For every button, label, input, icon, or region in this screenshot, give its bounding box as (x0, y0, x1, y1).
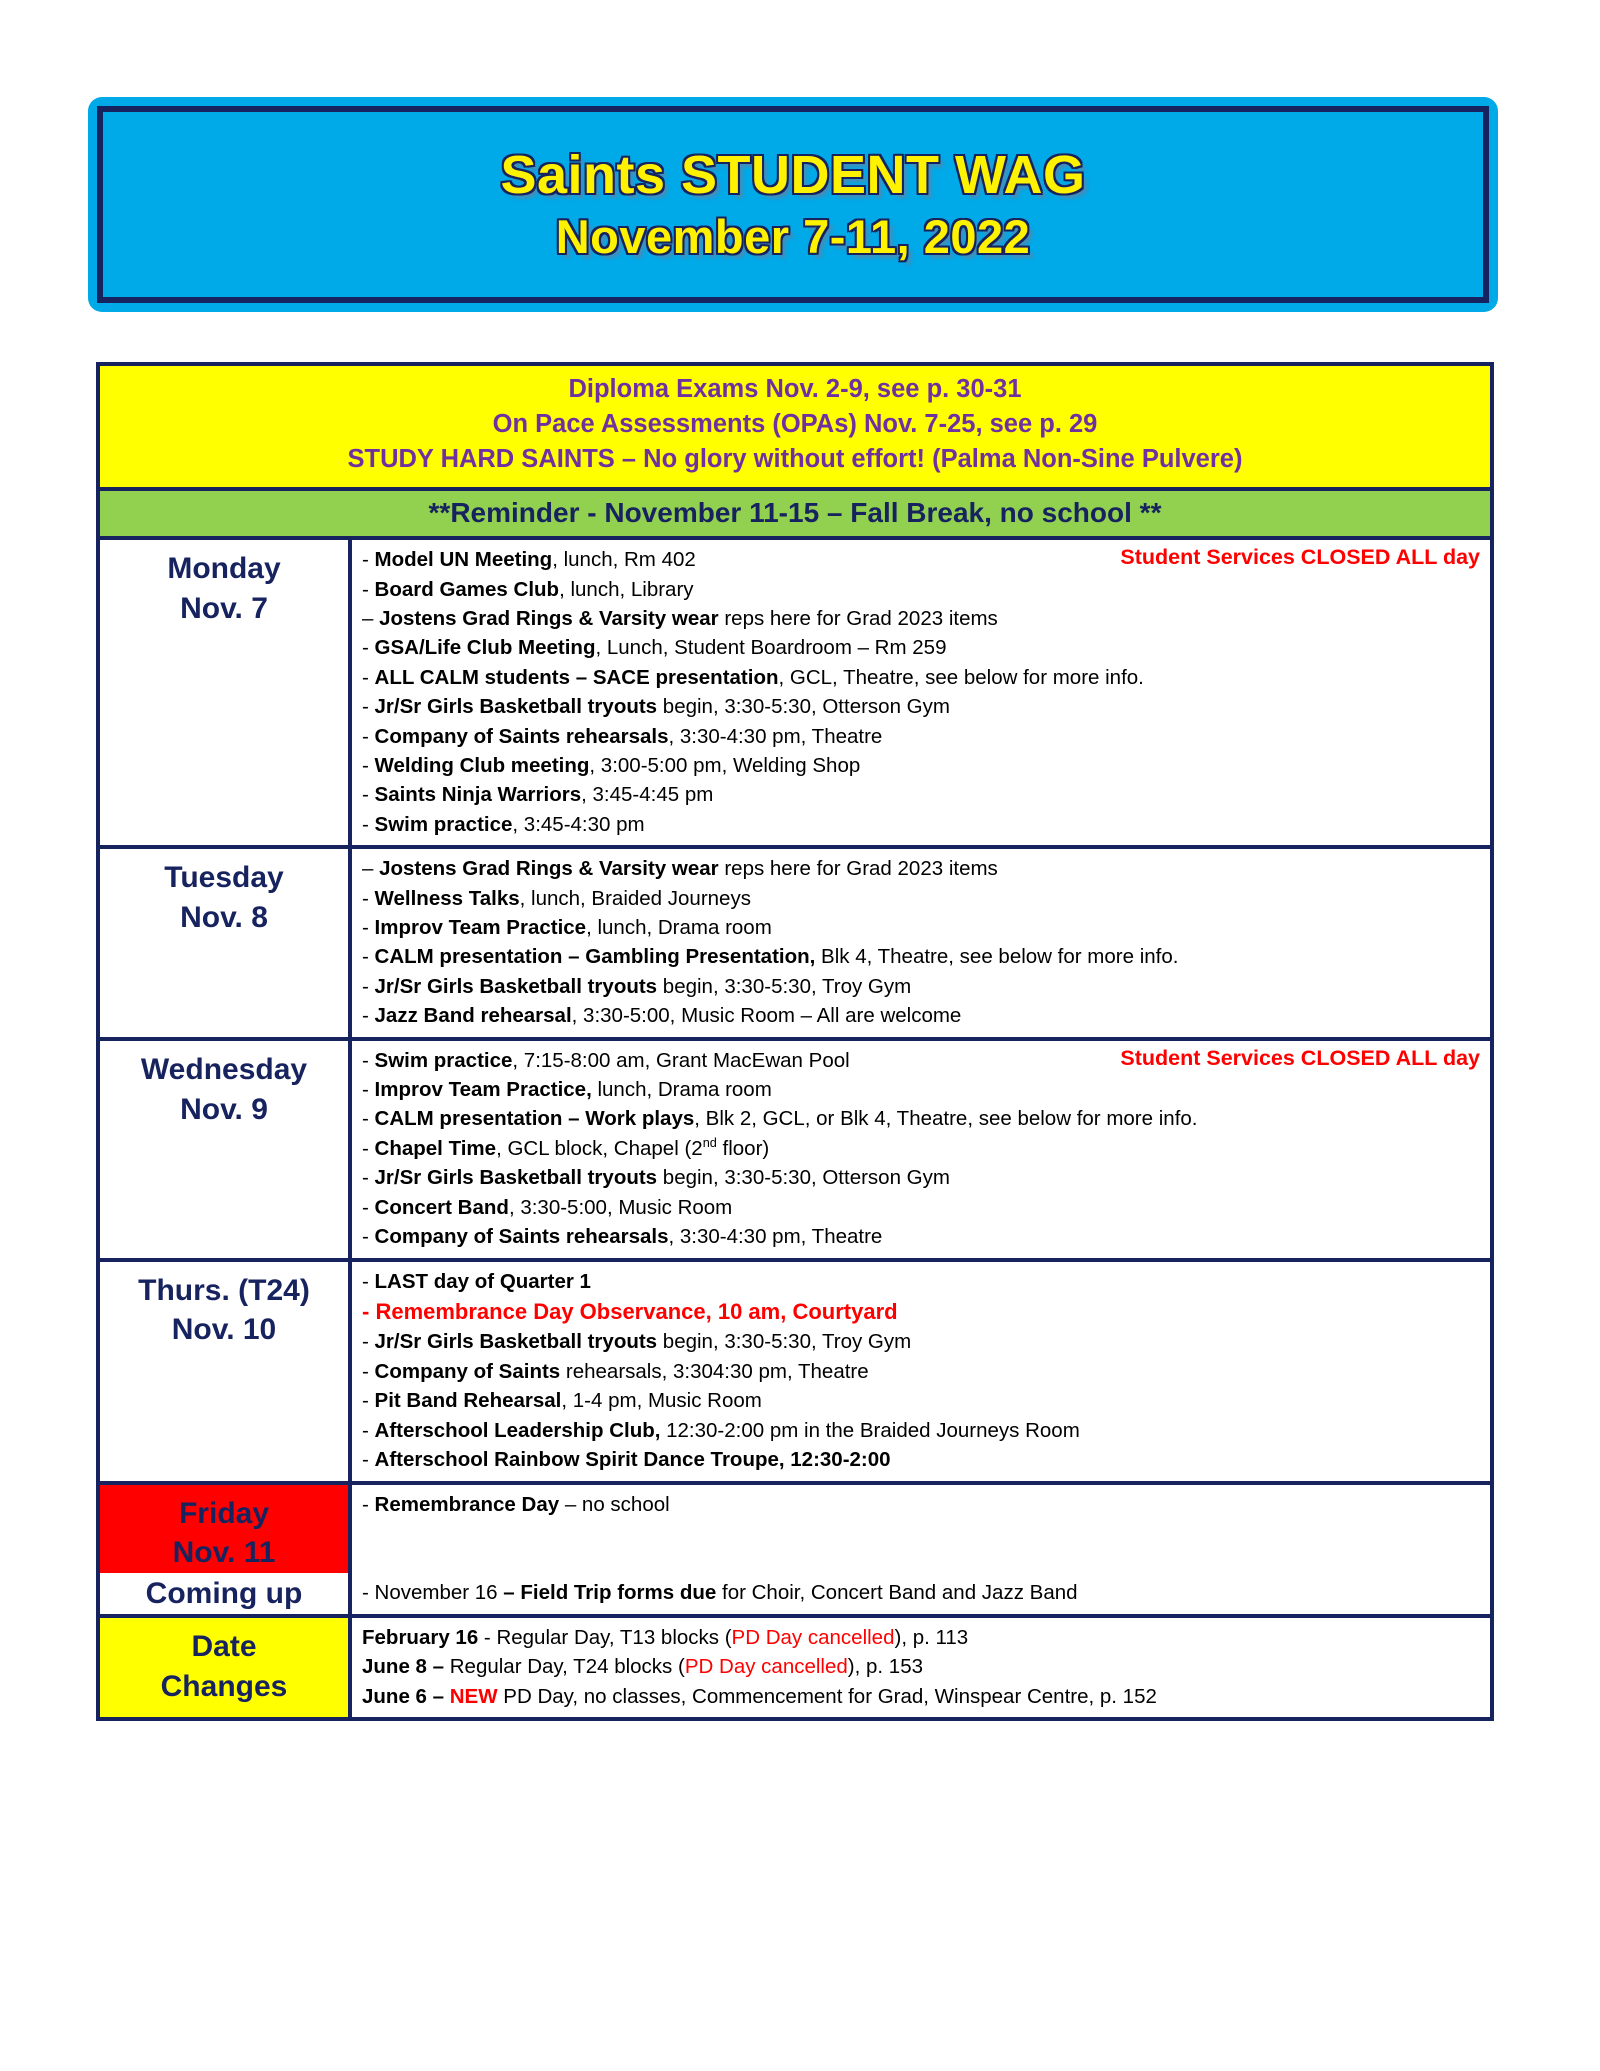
event-item: - Concert Band, 3:30-5:00, Music Room (362, 1195, 733, 1219)
date-changes-label-line1: Date (191, 1630, 257, 1664)
day-events (352, 540, 1490, 845)
event-item: - CALM presentation – Work plays, Blk 2, GCL, or Blk 4, Theatre, see below for more info. (362, 1107, 1198, 1131)
event-item: - Company of Saints rehearsals, 3:30-4:30 pm, Theatre (362, 1225, 883, 1249)
event-item: - Wellness Talks, lunch, Braided Journeys (362, 886, 751, 910)
event-item: - Welding Club meeting, 3:00-5:00 pm, Welding Shop (362, 754, 861, 777)
day-label-monday (100, 540, 352, 845)
event-item: - Pit Band Rehearsal, 1-4 pm, Music Room (362, 1389, 762, 1413)
event-item: - Company of Saints rehearsals, 3:30-4:30 pm, Theatre (362, 724, 883, 748)
day-row (100, 540, 1490, 849)
event-item: - Improv Team Practice, lunch, Drama room (362, 1078, 772, 1102)
day-events (352, 1041, 1490, 1258)
day-label-thurs-t24 (100, 1262, 352, 1481)
date-changes-row (100, 1618, 1490, 1717)
day-row (100, 849, 1490, 1040)
coming-up-events (352, 1573, 1490, 1613)
event-item: - ALL CALM students – SACE presentation, GCL, Theatre, see below for more info. (362, 665, 1144, 689)
day-name: Thurs. (T24) (138, 1273, 310, 1307)
event-item: – Jostens Grad Rings & Varsity wear reps here for Grad 2023 items (362, 606, 998, 630)
reminder-banner: **Reminder - November 11-15 – Fall Break, no school ** (100, 491, 1490, 541)
coming-up-row (100, 1573, 1490, 1617)
day-label-friday (100, 1485, 352, 1574)
day-date: Nov. 10 (171, 1313, 277, 1347)
page-title: Saints STUDENT WAG (500, 144, 1086, 205)
day-date: Nov. 7 (180, 592, 268, 626)
day-name: Friday (178, 1496, 270, 1530)
event-item: - Jr/Sr Girls Basketball tryouts begin, 3:30-5:30, Troy Gym (362, 974, 912, 998)
day-rows-container (100, 540, 1490, 1573)
event-item: - Swim practice, 7:15-8:00 am, Grant MacEwan Pool (362, 1048, 850, 1072)
day-name: Monday (167, 552, 281, 586)
event-item: - Remembrance Day Observance, 10 am, Courtyard (362, 1298, 898, 1324)
day-date: Nov. 11 (172, 1536, 276, 1570)
notice-banner (100, 366, 1490, 491)
title-banner-inner (97, 106, 1489, 303)
event-item: - Jr/Sr Girls Basketball tryouts begin, 3:30-5:30, Troy Gym (362, 1330, 912, 1354)
event-item: - Jr/Sr Girls Basketball tryouts begin, 3:30-5:30, Otterson Gym (362, 695, 950, 719)
date-change-item: June 8 – Regular Day, T24 blocks (PD Day cancelled), p. 153 (362, 1655, 924, 1679)
event-item: - Company of Saints rehearsals, 3:304:30 pm, Theatre (362, 1359, 869, 1383)
date-changes-label-line2: Changes (160, 1670, 288, 1704)
event-item: - Model UN Meeting, lunch, Rm 402 (362, 548, 696, 572)
event-item: - Chapel Time, GCL block, Chapel (2nd floor) (362, 1135, 770, 1160)
coming-up-item: - November 16 – Field Trip forms due for Choir, Concert Band and Jazz Band (362, 1581, 1078, 1605)
event-item: - Jr/Sr Girls Basketball tryouts begin, 3:30-5:30, Otterson Gym (362, 1166, 950, 1190)
event-item: - Afterschool Rainbow Spirit Dance Troupe, 12:30-2:00 (362, 1448, 891, 1472)
date-change-highlight: PD Day cancelled (731, 1625, 895, 1649)
event-item: - Improv Team Practice, lunch, Drama room (362, 916, 772, 940)
event-item: - Jazz Band rehearsal, 3:30-5:00, Music Room – All are welcome (362, 1004, 962, 1028)
date-change-item: June 6 – NEW PD Day, no classes, Commencement for Grad, Winspear Centre, p. 152 (362, 1684, 1157, 1708)
day-row (100, 1262, 1490, 1485)
day-events (352, 1485, 1490, 1574)
day-name: Tuesday (164, 861, 284, 895)
date-change-item: February 16 - Regular Day, T13 blocks (PD Day cancelled), p. 113 (362, 1625, 969, 1649)
student-services-closed-note: Student Services CLOSED ALL day (1120, 1045, 1480, 1070)
day-name: Wednesday (140, 1052, 308, 1086)
day-events (352, 849, 1490, 1036)
schedule-table (96, 362, 1494, 1721)
notice-line-1: Diploma Exams Nov. 2-9, see p. 30-31 (568, 375, 1022, 403)
day-label-wednesday (100, 1041, 352, 1258)
event-item: – Jostens Grad Rings & Varsity wear reps here for Grad 2023 items (362, 857, 998, 881)
day-events (352, 1262, 1490, 1481)
date-changes-label (100, 1618, 352, 1717)
event-item: - Afterschool Leadership Club, 12:30-2:00 pm in the Braided Journeys Room (362, 1418, 1080, 1442)
title-banner (88, 97, 1498, 312)
notice-line-2: On Pace Assessments (OPAs) Nov. 7-25, see p. 29 (492, 410, 1098, 439)
event-item: - GSA/Life Club Meeting, Lunch, Student Boardroom – Rm 259 (362, 636, 947, 660)
page-date-range: November 7-11, 2022 (555, 210, 1031, 264)
day-date: Nov. 8 (180, 901, 268, 935)
date-change-highlight: NEW (449, 1684, 498, 1708)
day-row (100, 1041, 1490, 1262)
event-item: - Saints Ninja Warriors, 3:45-4:45 pm (362, 783, 714, 807)
event-item: - LAST day of Quarter 1 (362, 1269, 591, 1293)
coming-up-label: Coming up (100, 1573, 352, 1613)
date-change-highlight: PD Day cancelled (684, 1655, 848, 1679)
day-date: Nov. 9 (180, 1092, 268, 1126)
event-item: - Swim practice, 3:45-4:30 pm (362, 812, 645, 836)
student-services-closed-note: Student Services CLOSED ALL day (1120, 545, 1480, 570)
notice-line-3: STUDY HARD SAINTS – No glory without effort! (Palma Non-Sine Pulvere) (347, 445, 1243, 474)
event-item: - CALM presentation – Gambling Presentation, Blk 4, Theatre, see below for more info. (362, 945, 1179, 969)
day-label-tuesday (100, 849, 352, 1036)
day-row (100, 1485, 1490, 1574)
date-changes-events (352, 1618, 1490, 1717)
event-item: - Board Games Club, lunch, Library (362, 577, 694, 601)
event-item: - Remembrance Day – no school (362, 1492, 670, 1516)
